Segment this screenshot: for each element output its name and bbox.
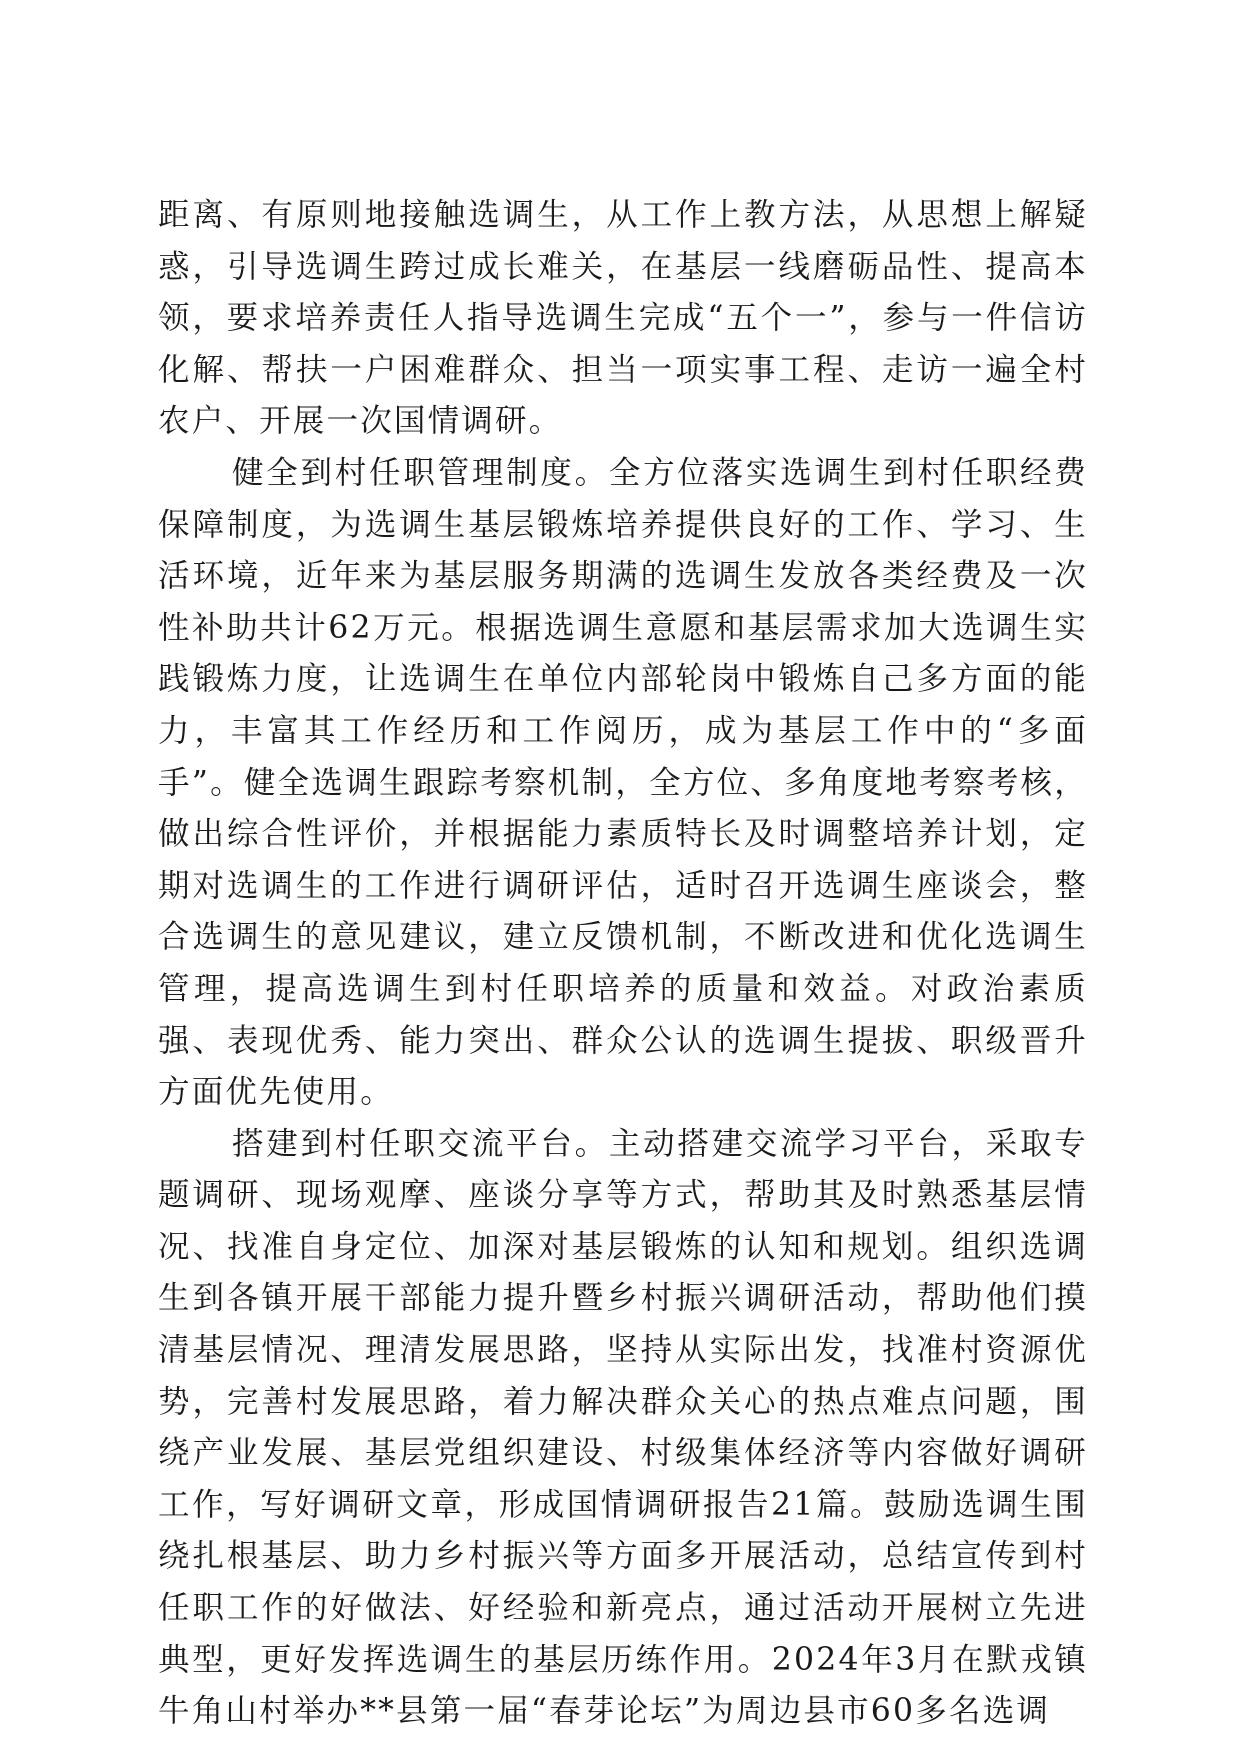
paragraph-exchange-platform: 搭建到村任职交流平台。主动搭建交流学习平台，采取专题调研、现场观摩、座谈分享等方式，帮助其及时熟悉基层情况、找准自身定位、加深对基层锻炼的认知和规划。组织选调生到各镇开展干部能力提升暨乡村振兴调研活动，帮助他们摸清基层情况、理清发展思路，坚持从实际出发，找准村资源优势，完善村发展思路，着力解决群众关心的热点难点问题，围绕产业发展、基层党组织建设、村级集体经济等内容做好调研工作，写好调研文章，形成国情调研报告21篇。鼓励选调生围绕扎根基层、助力乡村振兴等方面多开展活动，总结宣传到村任职工作的好做法、好经验和新亮点，通过活动开展树立先进典型，更好发挥选调生的基层历练作用。2024年3月在默戎镇牛角山村举办**县第一届“春芽论坛”为周边县市60多名选调 <box>158 1125 1088 1730</box>
paragraph-continuation: 距离、有原则地接触选调生，从工作上教方法，从思想上解疑惑，引导选调生跨过成长难关，在基层一线磨砺品性、提高本领，要求培养责任人指导选调生完成“五个一”，参与一件信访化解、帮扶一户困难群众、担当一项实事工程、走访一遍全村农户、开展一次国情调研。 <box>158 197 1088 440</box>
document-body <box>158 190 1088 1738</box>
paragraph-management-system: 健全到村任职管理制度。全方位落实选调生到村任职经费保障制度，为选调生基层锻炼培养提供良好的工作、学习、生活环境，近年来为基层服务期满的选调生发放各类经费及一次性补助共计62万元。根据选调生意愿和基层需求加大选调生实践锻炼力度，让选调生在单位内部轮岗中锻炼自己多方面的能力，丰富其工作经历和工作阅历，成为基层工作中的“多面手”。健全选调生跟踪考察机制，全方位、多角度地考察考核，做出综合性评价，并根据能力素质特长及时调整培养计划，定期对选调生的工作进行调研评估，适时召开选调生座谈会，整合选调生的意见建议，建立反馈机制，不断改进和优化选调生管理，提高选调生到村任职培养的质量和效益。对政治素质强、表现优秀、能力突出、群众公认的选调生提拔、职级晋升方面优先使用。 <box>158 454 1088 1111</box>
